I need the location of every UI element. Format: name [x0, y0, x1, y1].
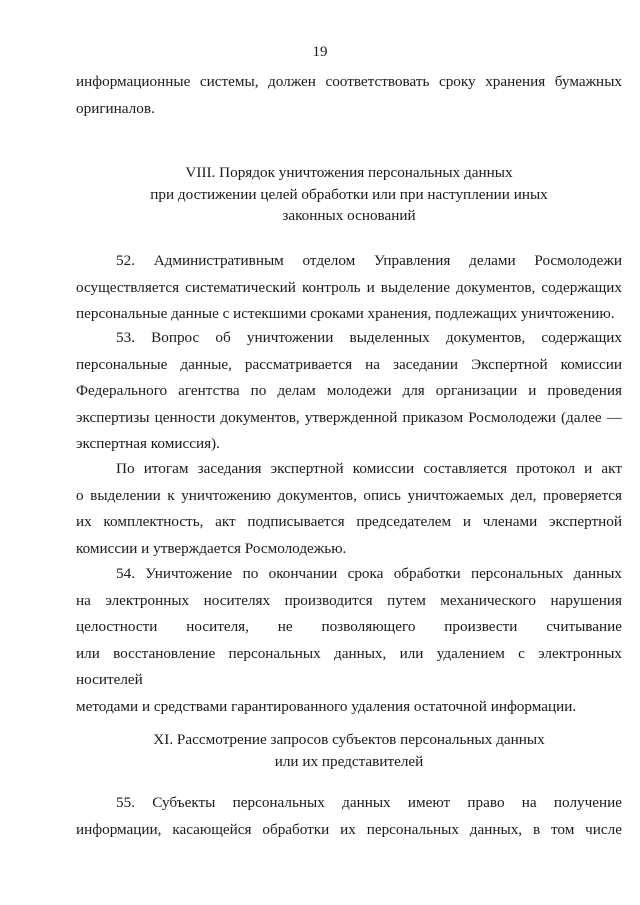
heading-line: VIII. Порядок уничтожения персональных данных	[185, 164, 513, 181]
text-line: оригиналов.	[76, 99, 155, 117]
heading-line: законных оснований	[282, 207, 416, 224]
text-line: 55. Субъекты персональных данных имеют право на получение	[116, 794, 622, 811]
section-11-heading	[76, 729, 622, 772]
text-line: экспертизы ценности документов, утвержденной приказом Росмолодежи (далее —	[76, 408, 622, 426]
text-line: их комплектность, акт подписывается председателем и членами экспертной	[76, 513, 622, 530]
text-line: методами и средствами гарантированного удаления остаточной информации.	[76, 697, 577, 715]
text-line: или восстановление персональных данных, или удалением с электронных носителей	[76, 644, 622, 688]
text-line: целостности носителя, не позволяющего произвести считывание	[76, 618, 622, 635]
text-line: персональные данные с истекшими сроками хранения, подлежащих уничтожению.	[76, 305, 615, 322]
heading-line: при достижении целей обработки или при наступлении иных	[150, 185, 548, 203]
text-line: персональные данные, рассматривается на заседании Экспертной комиссии	[76, 355, 622, 373]
text-line: По итогам заседания экспертной комиссии составляется протокол и акт	[116, 460, 622, 477]
text-line: Федерального агентства по делам молодежи для организации и проведения	[76, 382, 622, 399]
page-number: 19	[312, 44, 328, 60]
text-line: осуществляется систематический контроль и выделение документов, содержащих	[76, 278, 622, 296]
text-line: 52. Административным отделом Управления делами Росмолодежи	[116, 252, 622, 269]
text-line: информации, касающейся обработки их персональных данных, в том числе	[76, 820, 622, 838]
section-8-heading	[76, 162, 622, 227]
text-line: 53. Вопрос об уничтожении выделенных документов, содержащих	[116, 329, 622, 346]
text-line: о выделении к уничтожению документов, опись уничтожаемых дел, проверяется	[76, 486, 622, 504]
paragraph-53-continued	[76, 456, 622, 562]
text-line: информационные системы, должен соответствовать сроку хранения бумажных	[76, 73, 622, 90]
paragraph-55	[76, 790, 622, 843]
text-line: комиссии и утверждается Росмолодежью.	[76, 539, 347, 557]
paragraph-52	[76, 248, 622, 328]
paragraph-53	[76, 325, 622, 458]
heading-line: или их представителей	[274, 752, 424, 770]
text-line: на электронных носителях производится путем механического нарушения	[76, 591, 622, 609]
text-line: экспертная комиссия).	[76, 435, 220, 452]
lead-paragraph	[76, 69, 622, 122]
text-line: 54. Уничтожение по окончании срока обработки персональных данных	[116, 565, 622, 582]
heading-line: XI. Рассмотрение запросов субъектов персональных данных	[153, 731, 545, 748]
paragraph-54	[76, 561, 622, 720]
